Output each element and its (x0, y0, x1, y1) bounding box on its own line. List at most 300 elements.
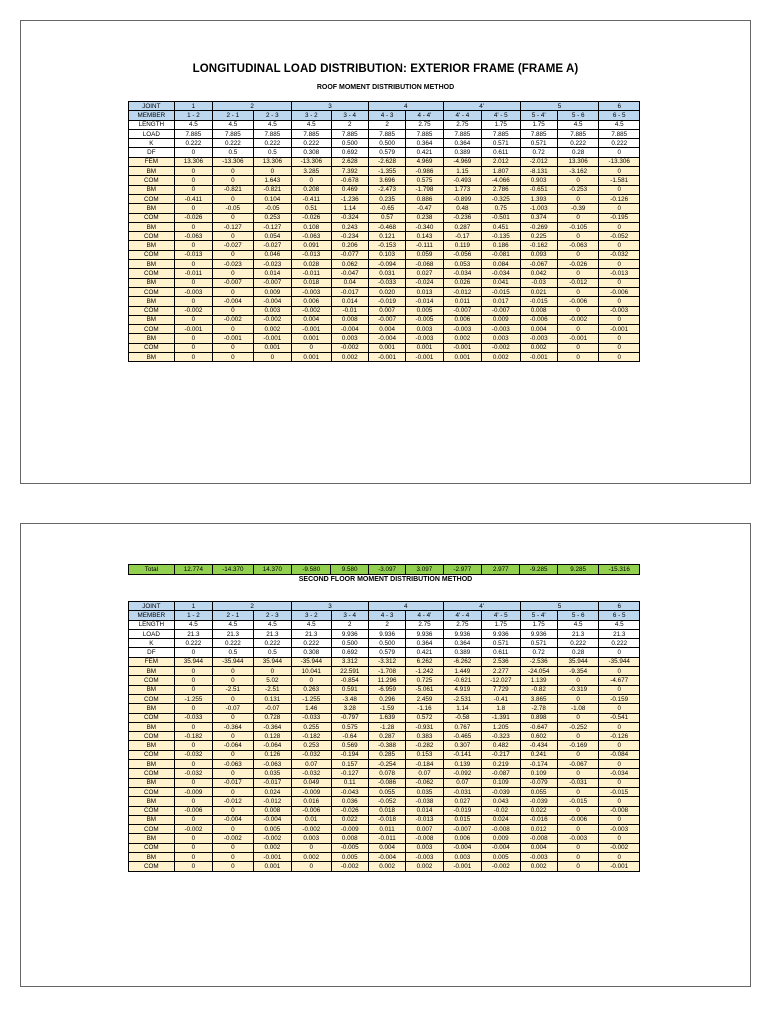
table-cell: -0.004 (368, 853, 405, 862)
table-cell: -2.536 (520, 657, 557, 666)
row-label: COM (129, 213, 175, 222)
table-cell: -3.48 (331, 694, 368, 703)
table-cell: 0.004 (368, 843, 405, 852)
member-cell: 5 - 4' (520, 611, 557, 620)
row-label: COM (129, 806, 175, 815)
table-cell: 0 (557, 343, 599, 352)
table-cell: 0.235 (368, 194, 405, 203)
table-cell: -0.006 (599, 287, 640, 296)
table-cell: 0 (253, 167, 291, 176)
table-row (129, 834, 640, 843)
table-cell: -1.59 (368, 704, 405, 713)
table-cell: -2.51 (253, 685, 291, 694)
table-cell: -0.011 (368, 834, 405, 843)
table-cell: 0 (599, 685, 640, 694)
table-cell: 0 (599, 353, 640, 362)
table-cell: 2.75 (443, 120, 481, 129)
table-cell: 0.004 (368, 325, 405, 334)
table-row (129, 241, 640, 250)
table-cell: 0 (174, 167, 212, 176)
table-row (129, 694, 640, 703)
table-cell: 0.222 (557, 639, 599, 648)
table-row (129, 778, 640, 787)
table-row (129, 250, 640, 259)
row-label: COM (129, 194, 175, 203)
table-cell: 0.222 (599, 639, 640, 648)
table-cell: 0 (599, 778, 640, 787)
table-cell: -0.023 (213, 260, 254, 269)
table-row (129, 843, 640, 852)
table-cell: 0 (174, 148, 212, 157)
table-cell: 1.643 (253, 176, 291, 185)
table-cell: 0.109 (482, 778, 520, 787)
joint-cell: 2 (213, 602, 292, 611)
table-cell: 4.5 (557, 620, 599, 629)
table-cell: 0.007 (368, 306, 405, 315)
table-cell: -0.017 (253, 778, 291, 787)
table-cell: 0.054 (253, 232, 291, 241)
table-cell: 1.75 (482, 620, 520, 629)
table-cell: 2.012 (482, 157, 520, 166)
table-cell: 4.919 (443, 685, 481, 694)
table-cell: 0 (557, 750, 599, 759)
total-cell: -9.580 (292, 565, 331, 575)
table-cell: -0.015 (557, 797, 599, 806)
table-cell: 0.001 (253, 862, 291, 871)
table-cell: 0.57 (368, 213, 405, 222)
table-cell: -1.255 (174, 694, 212, 703)
table-cell: 0 (599, 185, 640, 194)
table-cell: 7.885 (557, 129, 599, 138)
table-cell: 0.602 (520, 732, 557, 741)
table-cell: 0 (599, 834, 640, 843)
table-cell: 0.103 (368, 250, 405, 259)
table-cell: 0 (599, 148, 640, 157)
table-cell: 0.157 (331, 760, 368, 769)
table-cell: 0 (174, 815, 212, 824)
table-cell: -0.007 (482, 306, 520, 315)
table-cell: 0.013 (406, 287, 443, 296)
table-cell: -0.001 (406, 353, 443, 362)
table-cell: 0.569 (331, 741, 368, 750)
member-cell: 4 - 4' (406, 111, 443, 120)
row-label: BM (129, 185, 175, 194)
table-cell: -0.007 (368, 315, 405, 324)
table-cell: 0.041 (482, 278, 520, 287)
table-cell: -0.012 (253, 797, 291, 806)
table-cell: 0 (292, 343, 331, 352)
table-cell: -0.017 (213, 778, 254, 787)
table-cell: 0 (599, 667, 640, 676)
table-cell: -2.628 (368, 157, 405, 166)
table-cell: 1.14 (443, 704, 481, 713)
table-cell: -0.013 (406, 815, 443, 824)
row-label: DF (129, 648, 175, 657)
table-cell: -1.28 (368, 722, 405, 731)
table-row (129, 769, 640, 778)
table-cell: -3.312 (368, 657, 405, 666)
table-cell: 0 (213, 213, 254, 222)
table-cell: 0.575 (331, 722, 368, 731)
table-cell: 0 (599, 648, 640, 657)
table-cell: -0.027 (253, 241, 291, 250)
table-cell: 0.364 (406, 639, 443, 648)
table-cell: 0 (557, 194, 599, 203)
table-cell: -0.388 (368, 741, 405, 750)
table-cell: -0.003 (599, 825, 640, 834)
table-row (129, 667, 640, 676)
table-cell: -35.944 (292, 657, 331, 666)
table-cell: 0.364 (443, 639, 481, 648)
table-cell: 0.003 (482, 334, 520, 343)
table-cell: 0.022 (520, 806, 557, 815)
table-cell: -0.052 (599, 232, 640, 241)
table-cell: -0.009 (174, 787, 212, 796)
table-cell: -6.262 (443, 657, 481, 666)
table-cell: 0.225 (520, 232, 557, 241)
table-cell: -2.473 (368, 185, 405, 194)
table-cell: -0.026 (292, 213, 331, 222)
table-cell: -0.001 (599, 862, 640, 871)
table-cell: 13.306 (174, 157, 212, 166)
table-cell: -0.64 (331, 732, 368, 741)
table-cell: -0.002 (213, 315, 254, 324)
table-cell: 0.046 (253, 250, 291, 259)
table-cell: -0.07 (253, 704, 291, 713)
table-cell: 0.421 (406, 648, 443, 657)
table-cell: 0.01 (292, 815, 331, 824)
table-cell: -0.002 (599, 843, 640, 852)
table-cell: 0.222 (292, 139, 331, 148)
table-cell: 0 (292, 176, 331, 185)
table-cell: 7.885 (368, 129, 405, 138)
table-cell: -0.797 (331, 713, 368, 722)
table-cell: 0 (557, 862, 599, 871)
table-cell: -12.027 (482, 676, 520, 685)
table-cell: 0 (174, 278, 212, 287)
table-cell: 3.28 (331, 704, 368, 713)
table-cell: 0 (213, 769, 254, 778)
table-cell: -13.306 (292, 157, 331, 166)
table-cell: 0.72 (520, 648, 557, 657)
table-cell: 0.186 (482, 241, 520, 250)
member-cell: 4 - 4' (406, 611, 443, 620)
table-cell: 9.936 (368, 629, 405, 638)
table-cell: 0.263 (292, 685, 331, 694)
table-cell: -0.086 (368, 778, 405, 787)
table-cell: 0 (557, 787, 599, 796)
table-cell: 0 (557, 250, 599, 259)
table-row (129, 157, 640, 166)
table-cell: 1.639 (368, 713, 405, 722)
member-cell: 1 - 2 (174, 611, 212, 620)
table-cell: -0.153 (368, 241, 405, 250)
table-cell: 0 (213, 325, 254, 334)
table-cell: 0.222 (213, 639, 254, 648)
table-cell: 0.002 (520, 862, 557, 871)
table-cell: -0.034 (599, 769, 640, 778)
table-cell: 0.308 (292, 148, 331, 157)
table-cell: 0.008 (331, 315, 368, 324)
row-label: BM (129, 834, 175, 843)
table-cell: 0 (213, 250, 254, 259)
table-cell: 0.027 (443, 797, 481, 806)
table-cell: 13.306 (557, 157, 599, 166)
row-label: FEM (129, 657, 175, 666)
table-cell: 0.28 (557, 648, 599, 657)
table-cell: 5.02 (253, 676, 291, 685)
table-row (129, 120, 640, 129)
table-cell: -0.821 (213, 185, 254, 194)
table-cell: -0.006 (292, 806, 331, 815)
total-cell: 9.285 (557, 565, 599, 575)
table-cell: 0 (174, 241, 212, 250)
row-label: BM (129, 278, 175, 287)
table-cell: 4.5 (213, 620, 254, 629)
table-cell: -0.541 (599, 713, 640, 722)
second-floor-moment-table (128, 601, 640, 872)
table-cell: 0.500 (368, 639, 405, 648)
table-cell: -0.411 (174, 194, 212, 203)
table-cell: 0 (599, 241, 640, 250)
total-cell: -3.097 (368, 565, 405, 575)
table-cell: 0.128 (253, 732, 291, 741)
table-cell: -0.011 (174, 269, 212, 278)
table-cell: -0.015 (599, 787, 640, 796)
row-label: COM (129, 713, 175, 722)
member-cell: 4' - 5 (482, 111, 520, 120)
table-cell: 0 (213, 176, 254, 185)
table-cell: -0.02 (482, 806, 520, 815)
member-cell: 3 - 4 (331, 611, 368, 620)
table-row (129, 278, 640, 287)
table-cell: -0.026 (174, 213, 212, 222)
table-cell: 0.692 (331, 148, 368, 157)
table-cell: -1.08 (557, 704, 599, 713)
table-cell: -0.127 (331, 769, 368, 778)
table-cell: 0.001 (406, 343, 443, 352)
row-label: COM (129, 732, 175, 741)
table-cell: 4.5 (174, 620, 212, 629)
table-cell: 0.002 (520, 343, 557, 352)
table-cell: 0.055 (368, 787, 405, 796)
table-cell: -0.092 (443, 769, 481, 778)
table-cell: 0.287 (368, 732, 405, 741)
table-cell: 0.5 (253, 648, 291, 657)
row-label: COM (129, 769, 175, 778)
table-cell: 0.018 (368, 806, 405, 815)
table-cell: 0 (174, 685, 212, 694)
table-cell: 0 (174, 343, 212, 352)
table-cell: -0.004 (331, 325, 368, 334)
table-cell: 0.001 (292, 334, 331, 343)
table-cell: 0.043 (482, 797, 520, 806)
table-cell: 0.005 (253, 825, 291, 834)
table-cell: 0.75 (482, 204, 520, 213)
table-cell: 0 (557, 232, 599, 241)
table-cell: -0.032 (599, 250, 640, 259)
row-label: COM (129, 750, 175, 759)
table-cell: 0.243 (331, 222, 368, 231)
joint-cell: 6 (599, 102, 640, 111)
table-cell: -0.325 (482, 194, 520, 203)
table-cell: -0.004 (213, 297, 254, 306)
table-cell: -1.391 (482, 713, 520, 722)
table-row (129, 741, 640, 750)
table-cell: -0.008 (482, 825, 520, 834)
table-cell: 0.042 (520, 269, 557, 278)
joint-cell: 2 (213, 102, 292, 111)
table-cell: 0.091 (292, 241, 331, 250)
table-cell: 4.5 (253, 120, 291, 129)
table-row (129, 750, 640, 759)
table-cell: 0.28 (557, 148, 599, 157)
table-cell: -0.236 (443, 213, 481, 222)
row-label: BM (129, 260, 175, 269)
table-cell: -1.798 (406, 185, 443, 194)
table-row (129, 139, 640, 148)
table-cell: -0.056 (443, 250, 481, 259)
table-cell: 0 (213, 287, 254, 296)
table-cell: 7.885 (520, 129, 557, 138)
table-cell: 2.786 (482, 185, 520, 194)
table-cell: -5.061 (406, 685, 443, 694)
table-cell: 0.002 (368, 862, 405, 871)
table-cell: -0.001 (213, 334, 254, 343)
table-cell: 0 (557, 769, 599, 778)
table-cell: -0.002 (331, 343, 368, 352)
table-cell: -0.004 (213, 815, 254, 824)
table-cell: 0 (213, 713, 254, 722)
row-label: COM (129, 325, 175, 334)
table-cell: 0.579 (368, 148, 405, 157)
table-cell: 7.885 (443, 129, 481, 138)
row-label: BM (129, 760, 175, 769)
table-cell: -0.018 (368, 815, 405, 824)
table-cell: 0.093 (520, 250, 557, 259)
table-cell: -0.126 (599, 732, 640, 741)
table-cell: -0.986 (406, 167, 443, 176)
member-cell: 4' - 5 (482, 611, 520, 620)
table-row (129, 232, 640, 241)
row-label: COM (129, 862, 175, 871)
member-label: MEMBER (129, 611, 175, 620)
member-cell: 2 - 3 (253, 611, 291, 620)
table-cell: -0.002 (213, 834, 254, 843)
table-cell: -0.064 (253, 741, 291, 750)
table-cell: -0.006 (557, 297, 599, 306)
table-cell: 0.241 (520, 750, 557, 759)
row-label: LENGTH (129, 620, 175, 629)
table-cell: -0.127 (253, 222, 291, 231)
table-cell: -0.002 (482, 862, 520, 871)
table-cell: -0.39 (557, 204, 599, 213)
table-cell: 0.003 (406, 325, 443, 334)
table-cell: 0.035 (253, 769, 291, 778)
row-label: BM (129, 241, 175, 250)
table-cell: 0.002 (253, 843, 291, 852)
table-cell: 0.451 (482, 222, 520, 231)
table-cell: 2.75 (406, 620, 443, 629)
table-row (129, 815, 640, 824)
joint-cell: 4 (368, 602, 443, 611)
table-cell: -0.252 (557, 722, 599, 731)
row-label: BM (129, 297, 175, 306)
table-cell: 4.5 (599, 620, 640, 629)
table-cell: 0.109 (520, 769, 557, 778)
table-cell: 0.51 (292, 204, 331, 213)
table-cell: -1.581 (599, 176, 640, 185)
table-cell: 4.5 (292, 120, 331, 129)
table-cell: 1.75 (520, 120, 557, 129)
row-label: COM (129, 825, 175, 834)
table-cell: 4.5 (557, 120, 599, 129)
table-cell: 0.009 (482, 315, 520, 324)
table-cell: -0.01 (331, 306, 368, 315)
table-row (129, 353, 640, 362)
table-cell: 0.287 (443, 222, 481, 231)
table-cell: -0.007 (253, 278, 291, 287)
table-cell: 0 (599, 741, 640, 750)
table-cell: 0.015 (443, 815, 481, 824)
table-cell: 0 (174, 778, 212, 787)
table-row (129, 648, 640, 657)
table-cell: 0 (213, 269, 254, 278)
table-cell: -8.131 (520, 167, 557, 176)
table-cell: 1.139 (520, 676, 557, 685)
table-cell: 0 (253, 353, 291, 362)
table-cell: -0.135 (482, 232, 520, 241)
table-cell: 0.008 (520, 306, 557, 315)
table-cell: -0.003 (520, 853, 557, 862)
table-cell: 7.885 (213, 129, 254, 138)
table-cell: 0 (213, 694, 254, 703)
table-cell: 1.75 (482, 120, 520, 129)
member-header-row (129, 611, 640, 620)
table-cell: 0.07 (406, 769, 443, 778)
table-cell: 10.041 (292, 667, 331, 676)
table-cell: 0.308 (292, 648, 331, 657)
row-label: K (129, 139, 175, 148)
table-cell: 0.084 (482, 260, 520, 269)
table-cell: -0.019 (443, 806, 481, 815)
table-cell: -0.501 (482, 213, 520, 222)
table-cell: -0.003 (599, 306, 640, 315)
table-cell: -0.127 (213, 222, 254, 231)
table-cell: -0.034 (443, 269, 481, 278)
table-cell: 13.306 (253, 157, 291, 166)
table-cell: 0 (599, 297, 640, 306)
table-cell: 0 (557, 825, 599, 834)
table-cell: -0.105 (557, 222, 599, 231)
table-cell: 35.944 (174, 657, 212, 666)
table-cell: 0 (557, 732, 599, 741)
row-label: BM (129, 204, 175, 213)
table-cell: -0.254 (368, 760, 405, 769)
table-cell: 0.222 (599, 139, 640, 148)
table-row (129, 287, 640, 296)
row-label: COM (129, 843, 175, 852)
table-cell: 0.003 (253, 306, 291, 315)
table-cell: 0 (599, 204, 640, 213)
table-cell: 0.572 (406, 713, 443, 722)
table-cell: -35.944 (599, 657, 640, 666)
table-cell: 0 (174, 741, 212, 750)
table-cell: 0.571 (520, 639, 557, 648)
table-cell: 0.055 (520, 787, 557, 796)
table-cell: 21.3 (253, 629, 291, 638)
row-label: BM (129, 722, 175, 731)
